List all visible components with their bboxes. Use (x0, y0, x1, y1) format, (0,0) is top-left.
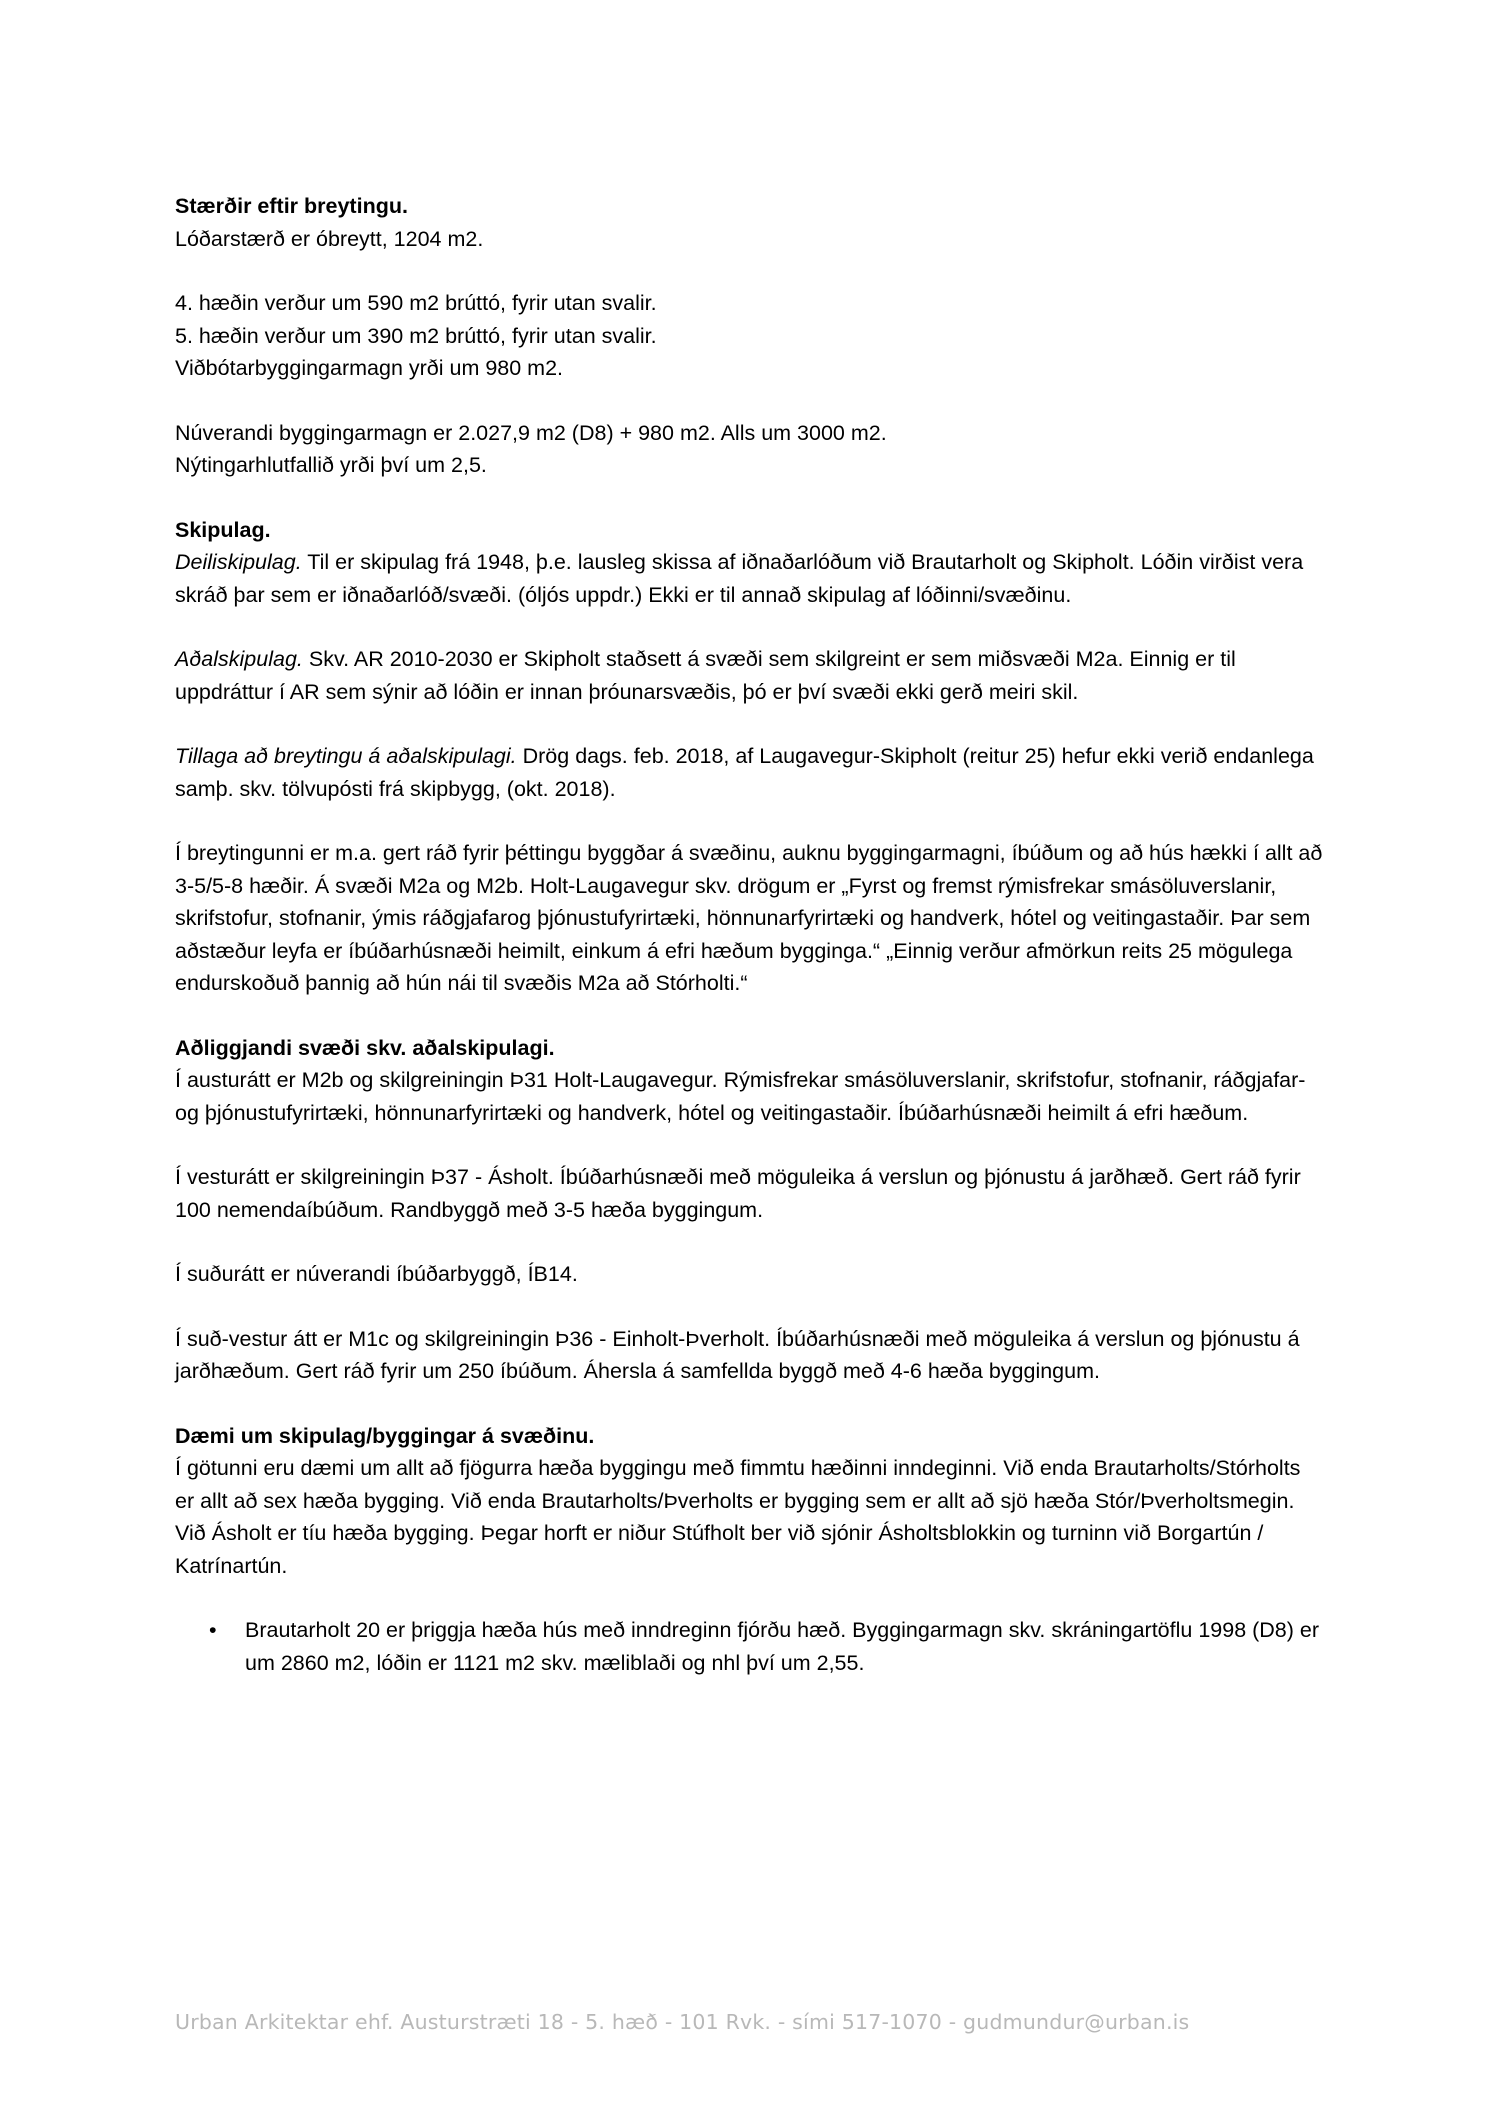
spacer (175, 385, 1325, 417)
spacer (175, 1388, 1325, 1420)
spacer (175, 482, 1325, 514)
section-lead-italic: Deiliskipulag. (175, 550, 302, 574)
section-densification: Í breytingunni er m.a. gert ráð fyrir þéttingu byggðar á svæðinu, auknu byggingarmagni, íbúðum og að hús hækki í allt að 3-5/5-8 hæðir. Á svæði M2a og M2b. Holt-Laugavegur skv. drögum er „Fyrst og fremst rýmisfrekar smásöluverslanir, skrifstofur, stofnanir, ýmis ráðgjafarog þjónustufyrirtæki, hönnunarfyrirtæki og handverk, hótel og veitingastaðir. Þar sem aðstæður leyfa er íbúðarhúsnæði heimilt, einkum á efri hæðum bygginga.“ „Einnig verður afmörkun reits 25 mögulega endurskoðuð þannig að hún nái til svæðis M2a að Stórholti.“ (175, 841, 1323, 995)
spacer (175, 1129, 1325, 1161)
section-heading: Skipulag. (175, 517, 271, 542)
section-heading: Dæmi um skipulag/byggingar á svæðinu. (175, 1423, 595, 1448)
spacer (175, 255, 1325, 287)
bullet-icon: • (209, 1618, 217, 1642)
section-text: Í götunni eru dæmi um allt að fjögurra hæða byggingu með fimmtu hæðinni inndeginni. Við enda Brautarholts/Stórholts er allt að sex hæða bygging. Við enda Brautarholts/Þverholts er bygging sem er allt að sjö hæða Stór/Þverholtsmegin. Við Ásholt er tíu hæða bygging. Þegar horft er niður Stúfholt ber við sjónir Ásholtsblokkin og turninn við Borgartún / Katrínartún. (175, 1456, 1301, 1578)
section-proposal-change (175, 740, 1325, 805)
section-text: Skv. AR 2010-2030 er Skipholt staðsett á svæði sem skilgreint er sem miðsvæði M2a. Einnig er til uppdráttur í AR sem sýnir að lóðin er innan þróunarsvæðis, þó er því svæði ekki gerð meiri skil. (175, 647, 1236, 704)
section-heading: Stærðir eftir breytingu. (175, 194, 408, 218)
section-text: Til er skipulag frá 1948, þ.e. lausleg skissa af iðnaðarlóðum við Brautarholt og Skipholt. Lóðin virðist vera skráð þar sem er iðnaðarlóð/svæði. (óljós uppdr.) Ekki er til annað skipulag af lóðinni/svæðinu. (175, 550, 1304, 607)
document-body (175, 190, 1325, 1679)
spacer (175, 805, 1325, 837)
section-line: Nýtingarhlutfallið yrði því um 2,5. (175, 453, 487, 477)
section-line: 4. hæðin verður um 590 m2 brúttó, fyrir utan svalir. (175, 291, 657, 315)
section-line: Viðbótarbyggingarmagn yrði um 980 m2. (175, 356, 564, 380)
section-floor-areas (175, 287, 1325, 385)
section-lead-italic: Tillaga að breytingu á aðalskipulagi. (175, 744, 517, 768)
section-sizes-after-change (175, 190, 1325, 255)
spacer (175, 611, 1325, 643)
list-item (209, 1614, 1325, 1679)
section-west-direction: Í vesturátt er skilgreiningin Þ37 - Ásholt. Íbúðarhúsnæði með möguleika á verslun og þjónustu á jarðhæð. Gert ráð fyrir 100 nemendaíbúðum. Randbyggð með 3-5 hæða byggingum. (175, 1165, 1301, 1222)
section-line: 5. hæðin verður um 390 m2 brúttó, fyrir utan svalir. (175, 323, 657, 348)
section-adjacent-areas (175, 1032, 1325, 1130)
spacer (175, 708, 1325, 740)
section-text: Í austurátt er M2b og skilgreiningin Þ31 Holt-Laugavegur. Rýmisfrekar smásöluverslanir, skrifstofur, stofnanir, ráðgjafar- og þjónustufyrirtæki, hönnunarfyrirtæki og handverk, hótel og veitingastaðir. Íbúðarhúsnæði heimilt á efri hæðum. (175, 1068, 1306, 1125)
section-master-plan (175, 643, 1325, 708)
section-line: Núverandi byggingarmagn er 2.027,9 m2 (D8) + 980 m2. Alls um 3000 m2. (175, 420, 887, 445)
section-current-building-volume (175, 417, 1325, 482)
section-south-direction: Í suðurátt er núverandi íbúðarbyggð, ÍB14. (175, 1262, 578, 1286)
section-heading: Aðliggjandi svæði skv. aðalskipulagi. (175, 1035, 555, 1060)
spacer (175, 1582, 1325, 1614)
spacer (175, 1226, 1325, 1258)
section-southwest-direction: Í suð-vestur átt er M1c og skilgreiningin Þ36 - Einholt-Þverholt. Íbúðarhúsnæði með möguleika á verslun og þjónustu á jarðhæðum. Gert ráð fyrir um 250 íbúðum. Áhersla á samfellda byggð með 4-6 hæða byggingum. (175, 1326, 1300, 1383)
section-line: Lóðarstærð er óbreytt, 1204 m2. (175, 226, 484, 251)
section-examples (175, 1420, 1325, 1583)
list-item-text: Brautarholt 20 er þriggja hæða hús með inndreginn fjórðu hæð. Byggingarmagn skv. skráningartöflu 1998 (D8) er um 2860 m2, lóðin er 1121 m2 skv. mæliblaði og nhl því um 2,55. (245, 1618, 1320, 1675)
section-text: Drög dags. feb. 2018, af Laugavegur-Skipholt (reitur 25) hefur ekki verið endanlega samþ. skv. tölvupósti frá skipbygg, (okt. 2018). (175, 744, 1314, 801)
page-footer: Urban Arkitektar ehf. Austurstræti 18 - 5. hæð - 101 Rvk. - sími 517-1070 - gudmundur@urban.is (175, 2010, 1190, 2034)
section-lead-italic: Aðalskipulag. (175, 647, 303, 671)
section-planning (175, 514, 1325, 612)
spacer (175, 1291, 1325, 1323)
spacer (175, 1000, 1325, 1032)
bullet-list (175, 1614, 1325, 1679)
